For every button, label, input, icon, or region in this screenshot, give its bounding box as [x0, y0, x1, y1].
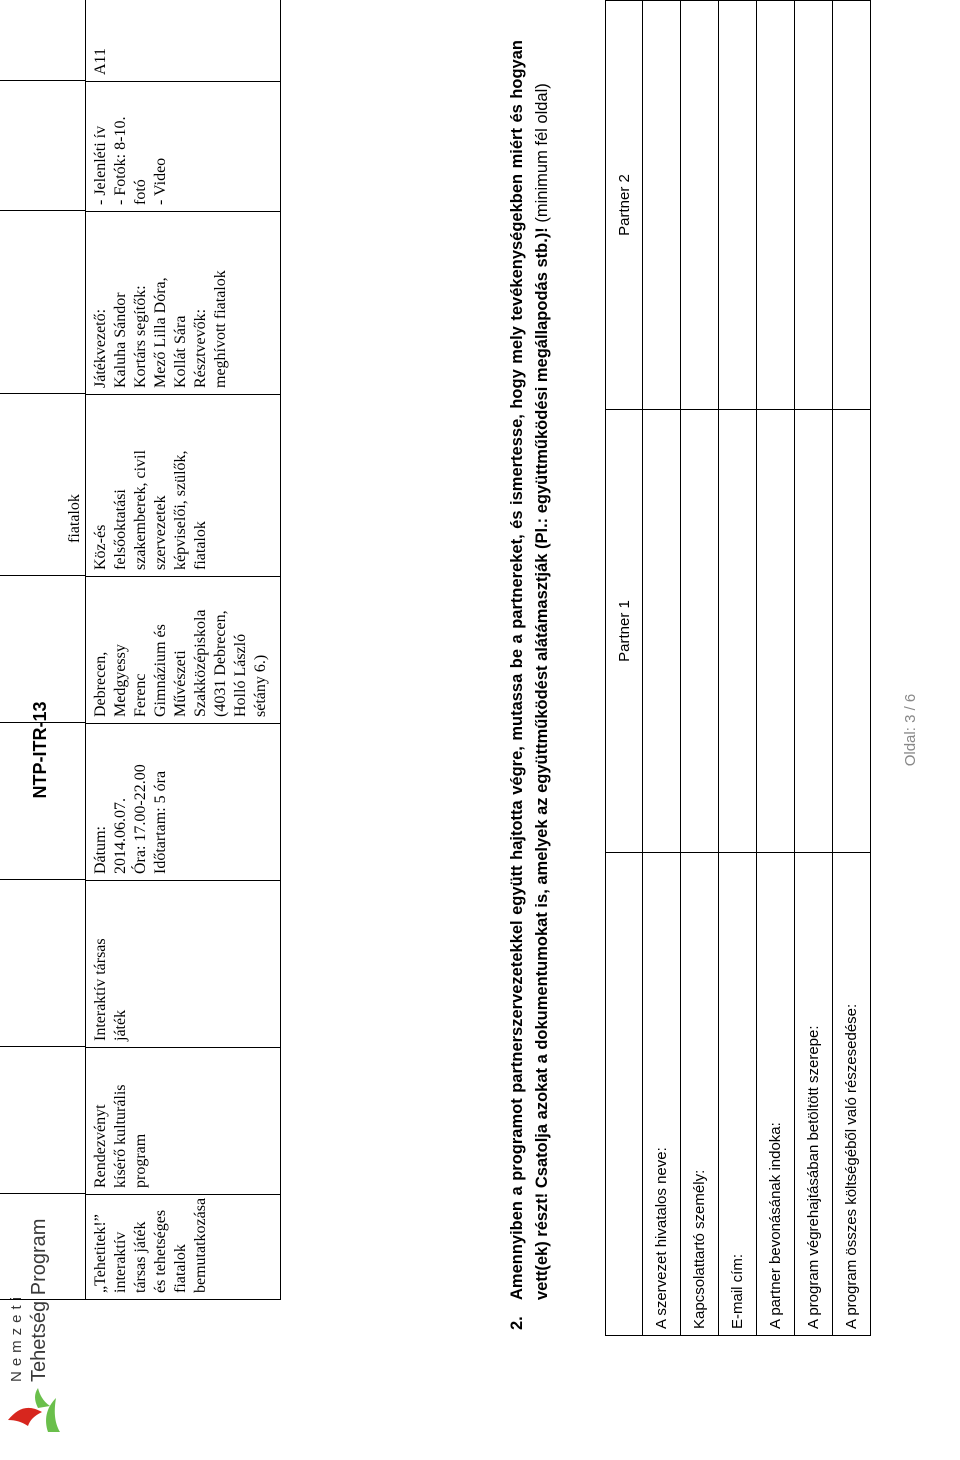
- question-text-note: (minimum fél oldal): [533, 83, 551, 228]
- table-row: [681, 1, 719, 1336]
- partner-table-header: [606, 1, 643, 1336]
- question-text-bold: Amennyiben a programot partnerszervezetekkel együtt hajtotta végre, mutassa be a partnereket, és ismertesse, hogy mely tevékenységekben miért és hogyan vett(ek) részt! Csatolja azokat a dokumentumokat is, amelyek az együttműködést alátámasztják (Pl.: együttműködési megállapodás stb.)!: [508, 40, 551, 1300]
- cell-participants: Játékvezető: Kaluha Sándor Kortárs segítők: Mező Lilla Dóra, Kollát Sára Résztvevők: meghívott fiatalok: [85, 211, 280, 394]
- logo-line1: Nemzeti: [8, 1291, 25, 1382]
- header-partner-2: Partner 2: [606, 1, 643, 410]
- cell-code: A11: [92, 48, 109, 75]
- question-number: 2.: [508, 1316, 526, 1330]
- row-label: A partner bevonásának indoka:: [757, 853, 795, 1336]
- flame-icon: [4, 1386, 64, 1438]
- question-text: [505, 40, 555, 1300]
- document-code: NTP-ITR-13: [30, 701, 50, 799]
- header-partner-1: Partner 1: [606, 410, 643, 853]
- activity-table: [0, 0, 280, 1300]
- row-label: A program összes költségéből való részesedése:: [833, 853, 871, 1336]
- cell-title: „Tehetitek!” interaktív társas játék és tehetséges fiatalok bemutatkozása: [85, 1194, 280, 1299]
- table-row: [757, 1, 795, 1336]
- table-row: [643, 1, 681, 1336]
- table-row: [719, 1, 757, 1336]
- cell-target: Köz-és felsőoktatási szakemberek, civil szervezetek képviselői, szülők, fiatalok: [85, 394, 280, 576]
- row-label: E-mail cím:: [719, 853, 757, 1336]
- header-empty: [606, 853, 643, 1336]
- row-label: Kapcsolattartó személy:: [681, 853, 719, 1336]
- partner-2-value[interactable]: [833, 1, 871, 410]
- partner-2-value[interactable]: [757, 1, 795, 410]
- partner-1-value[interactable]: [681, 410, 719, 853]
- partner-table: [605, 0, 871, 1336]
- cell-proof: - Jelenléti ív - Fotók: 8-10. fotó - Video: [85, 81, 280, 211]
- previous-row: [0, 0, 86, 1300]
- cell-time: Dátum: 2014.06.07. Óra: 17.00-22.00 Időtartam: 5 óra: [85, 723, 280, 880]
- cell-form: Interaktív társas játék: [85, 880, 280, 1047]
- partner-1-value[interactable]: [719, 410, 757, 853]
- page-number: Oldal: 3 / 6: [902, 693, 919, 767]
- previous-row-fragment: fiatalok: [66, 494, 83, 543]
- activity-row: [85, 0, 281, 1300]
- partner-1-value[interactable]: [795, 410, 833, 853]
- table-row: [795, 1, 833, 1336]
- partner-2-value[interactable]: [643, 1, 681, 410]
- partner-2-value[interactable]: [681, 1, 719, 410]
- logo-line2: Tehetség Program: [28, 1218, 50, 1382]
- cell-location: Debrecen, Medgyessy Ferenc Gimnázium és Művészeti Szakközépiskola (4031 Debrecen, Holló László sétány 6.): [85, 576, 280, 723]
- row-label: A szervezet hivatalos neve:: [643, 853, 681, 1336]
- cell-type: Rendezvényt kísérő kulturális program: [85, 1047, 280, 1194]
- partner-1-value[interactable]: [643, 410, 681, 853]
- partner-2-value[interactable]: [795, 1, 833, 410]
- row-label: A program végrehajtásában betöltött szerepe:: [795, 853, 833, 1336]
- table-row: [833, 1, 871, 1336]
- partner-2-value[interactable]: [719, 1, 757, 410]
- partner-1-value[interactable]: [757, 410, 795, 853]
- partner-1-value[interactable]: [833, 410, 871, 853]
